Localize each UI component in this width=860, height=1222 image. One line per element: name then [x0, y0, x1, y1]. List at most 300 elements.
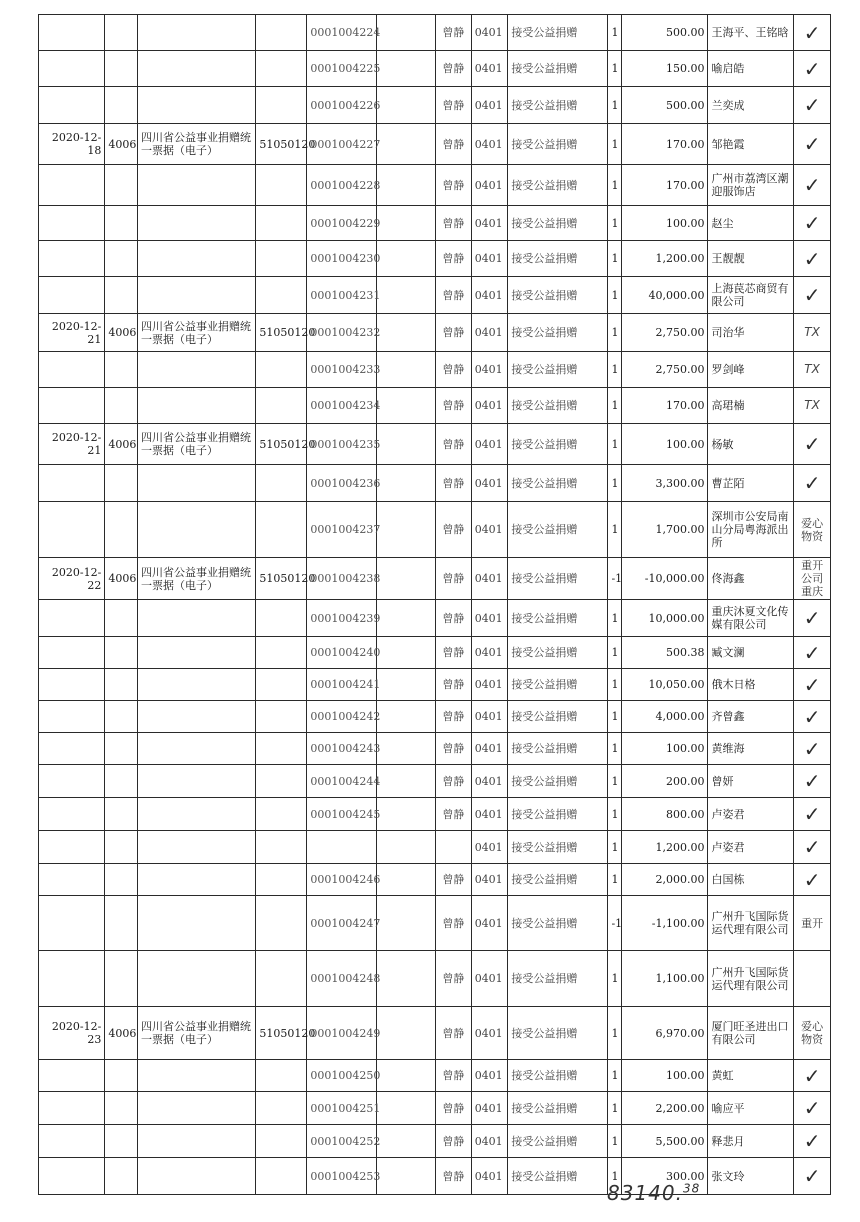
row-handler-cell [435, 277, 471, 314]
row-amount-cell [621, 424, 708, 465]
row-amount-cell [621, 352, 708, 388]
row-subject-code-cell [471, 733, 508, 765]
row-subject-code-cell [471, 951, 508, 1007]
row-blank-cell [376, 277, 435, 314]
row-blank-cell [376, 1158, 435, 1195]
row-item-cell [508, 277, 608, 314]
row-donor-cell [708, 51, 794, 87]
bill-text: 0001004245 [310, 807, 381, 821]
row-amount-cell [621, 701, 708, 733]
row-handler-cell [435, 798, 471, 831]
item-text: 接受公益捐赠 [511, 523, 578, 536]
item-text: 接受公益捐赠 [511, 572, 578, 585]
qty-text: 1 [611, 437, 619, 451]
row-code-cell [105, 1158, 138, 1195]
row-handler-cell [435, 206, 471, 241]
row-date-cell [39, 465, 105, 502]
row-org-code-cell [256, 864, 307, 896]
person-text: 曾静 [442, 1101, 465, 1115]
check-mark-icon: ✓ [803, 606, 821, 630]
row-audit-mark-cell [794, 1158, 831, 1195]
ledger-row [39, 502, 831, 558]
item-text: 接受公益捐赠 [511, 646, 578, 659]
row-amount-cell [621, 1092, 708, 1125]
amount-text: 6,970.00 [655, 1026, 705, 1040]
handwritten-note: 爱心物资 [801, 516, 824, 543]
qty-text: -1 [611, 572, 623, 585]
row-audit-mark-cell [794, 733, 831, 765]
qty-text: 1 [611, 399, 619, 412]
row-org-code-cell [256, 424, 316, 465]
date-text: 2020-12-23 [51, 1020, 102, 1046]
donor-text: 臧文澜 [711, 646, 745, 659]
row-blank-cell [376, 206, 435, 241]
row-item-cell [508, 1060, 608, 1092]
row-org-code-cell [256, 314, 316, 352]
row-item-cell [508, 388, 608, 424]
sub-text: 0401 [474, 476, 503, 490]
bill-text: 0001004234 [310, 399, 381, 412]
row-bill-number-cell [307, 165, 381, 206]
person-text: 曾静 [442, 646, 465, 659]
sub-text: 0401 [474, 62, 503, 75]
check-mark-icon: ✓ [803, 736, 821, 761]
row-org-code-cell [256, 600, 307, 637]
row-code-cell [105, 669, 138, 701]
row-subject-code-cell [471, 1158, 508, 1195]
sub-text: 0401 [474, 523, 503, 536]
item-text: 接受公益捐赠 [511, 399, 578, 412]
row-audit-mark-cell [794, 124, 831, 165]
item-text: 接受公益捐赠 [511, 62, 578, 75]
amount-text: -1,100.00 [651, 916, 705, 930]
qty-text: 1 [611, 873, 619, 886]
row-handler-cell [435, 864, 471, 896]
row-subject-code-cell [471, 51, 508, 87]
row-subject-code-cell [471, 701, 508, 733]
sub-text: 0401 [474, 873, 503, 886]
row-date-cell [39, 206, 105, 241]
sub-text: 0401 [474, 1026, 503, 1040]
row-blank-cell [376, 831, 435, 864]
row-blank-cell [376, 465, 435, 502]
row-quantity-cell [608, 864, 621, 896]
qty-text: 1 [611, 1026, 619, 1040]
row-code-cell [105, 51, 138, 87]
row-code-cell [105, 241, 138, 277]
row-donor-cell [708, 277, 794, 314]
row-bill-number-cell [307, 637, 381, 669]
sub-text: 0401 [474, 916, 503, 930]
bill-text: 0001004241 [310, 678, 381, 691]
row-blank-cell [376, 87, 435, 124]
row-item-cell [508, 502, 608, 558]
row-quantity-cell [608, 1060, 621, 1092]
row-subject-code-cell [471, 1007, 508, 1060]
handwritten-mark: TX [804, 325, 820, 339]
row-donor-cell [708, 1125, 794, 1158]
ledger-row [39, 896, 831, 951]
row-code-cell [105, 896, 138, 951]
row-date-cell [39, 502, 105, 558]
row-org-code-cell [256, 1158, 307, 1195]
person-text: 曾静 [442, 363, 465, 376]
donor-text: 佟海鑫 [711, 572, 745, 585]
donor-text: 齐曾鑫 [711, 710, 745, 723]
row-subject-code-cell [471, 165, 508, 206]
bill-text: 0001004235 [310, 437, 381, 451]
bill-text: 0001004247 [310, 916, 381, 930]
amount-text: 3,300.00 [655, 476, 705, 490]
row-bill-name-cell [137, 424, 255, 465]
row-blank-cell [376, 1125, 435, 1158]
bill-text: 0001004246 [310, 873, 381, 886]
amount-text: 2,750.00 [655, 326, 705, 339]
row-date-cell [39, 314, 105, 352]
row-date-cell [39, 1125, 105, 1158]
row-audit-mark-cell [794, 669, 831, 701]
row-quantity-cell [608, 1007, 621, 1060]
row-code-cell [105, 733, 138, 765]
check-mark-icon: ✓ [803, 672, 821, 697]
row-code-cell [105, 864, 138, 896]
ledger-row [39, 15, 831, 51]
row-bill-name-cell [137, 124, 255, 165]
row-handler-cell [435, 352, 471, 388]
bill-text: 0001004242 [310, 710, 381, 723]
row-org-code-cell [256, 951, 307, 1007]
row-handler-cell [435, 1007, 471, 1060]
person-text: 曾静 [442, 288, 465, 302]
row-blank-cell [376, 388, 435, 424]
name-text: 四川省公益事业捐赠统一票据（电子） [140, 319, 251, 346]
row-subject-code-cell [471, 241, 508, 277]
row-blank-cell [376, 798, 435, 831]
org-text: 51050120 [259, 1026, 316, 1040]
amount-text: 170.00 [665, 137, 705, 151]
row-donor-cell [708, 124, 794, 165]
row-amount-cell [621, 1125, 708, 1158]
row-bill-name-cell [137, 798, 255, 831]
row-bill-number-cell [307, 352, 381, 388]
row-blank-cell [376, 600, 435, 637]
amount-text: 300.00 [665, 1169, 705, 1183]
row-bill-number-cell [307, 502, 381, 558]
row-date-cell [39, 951, 105, 1007]
row-handler-cell [435, 465, 471, 502]
row-bill-name-cell [137, 558, 255, 600]
row-bill-name-cell [137, 864, 255, 896]
bill-text: 0001004250 [310, 1069, 381, 1082]
row-quantity-cell [608, 798, 621, 831]
person-text: 曾静 [442, 678, 465, 691]
row-blank-cell [376, 424, 435, 465]
row-donor-cell [708, 424, 794, 465]
row-org-code-cell [256, 277, 307, 314]
row-org-code-cell [256, 206, 307, 241]
row-audit-mark-cell [794, 424, 831, 465]
qty-text: 1 [611, 178, 619, 192]
item-text: 接受公益捐赠 [511, 216, 578, 230]
bill-text: 0001004248 [310, 972, 381, 985]
row-subject-code-cell [471, 465, 508, 502]
sub-text: 0401 [474, 437, 503, 451]
row-amount-cell [621, 87, 708, 124]
row-date-cell [39, 1060, 105, 1092]
check-mark-icon: ✓ [803, 246, 821, 271]
person-text: 曾静 [442, 972, 465, 985]
row-item-cell [508, 15, 608, 51]
row-bill-name-cell [137, 600, 255, 637]
total-cents: 38 [682, 1181, 701, 1196]
row-code-cell [105, 1092, 138, 1125]
row-date-cell [39, 241, 105, 277]
row-donor-cell [708, 798, 794, 831]
row-bill-number-cell [307, 798, 381, 831]
row-audit-mark-cell [794, 637, 831, 669]
ledger-row [39, 87, 831, 124]
row-quantity-cell [608, 206, 621, 241]
row-code-cell [105, 424, 138, 465]
row-donor-cell [708, 896, 794, 951]
row-amount-cell [621, 465, 708, 502]
check-mark-icon: ✓ [803, 1164, 821, 1188]
row-code-cell [105, 798, 138, 831]
item-text: 接受公益捐赠 [511, 1169, 578, 1183]
ledger-row [39, 733, 831, 765]
row-bill-name-cell [137, 206, 255, 241]
org-text: 51050120 [259, 326, 316, 339]
row-date-cell [39, 352, 105, 388]
ledger-row [39, 388, 831, 424]
row-bill-number-cell [307, 424, 381, 465]
donor-text: 曹芷陌 [711, 476, 745, 490]
row-subject-code-cell [471, 352, 508, 388]
qty-text: 1 [611, 1134, 619, 1148]
org-text: 51050120 [259, 137, 316, 151]
row-date-cell [39, 51, 105, 87]
qty-text: 1 [611, 774, 619, 788]
sub-text: 0401 [474, 216, 503, 230]
row-handler-cell [435, 831, 471, 864]
sub-text: 0401 [474, 98, 503, 112]
handwritten-mark: TX [804, 398, 820, 412]
row-handler-cell [435, 314, 471, 352]
row-item-cell [508, 206, 608, 241]
row-bill-name-cell [137, 765, 255, 798]
sub-text: 0401 [474, 1134, 503, 1148]
row-bill-name-cell [137, 1158, 255, 1195]
row-org-code-cell [256, 165, 307, 206]
row-bill-number-cell [307, 951, 381, 1007]
row-org-code-cell [256, 124, 316, 165]
bill-text: 0001004253 [310, 1169, 381, 1183]
row-donor-cell [708, 669, 794, 701]
row-item-cell [508, 951, 608, 1007]
name-text: 四川省公益事业捐赠统一票据（电子） [140, 565, 251, 592]
qty-text: 1 [611, 26, 619, 39]
donor-text: 黄维海 [711, 742, 745, 755]
row-amount-cell [621, 637, 708, 669]
row-item-cell [508, 669, 608, 701]
sub-text: 0401 [474, 137, 503, 151]
item-text: 接受公益捐赠 [511, 288, 578, 302]
row-bill-name-cell [137, 951, 255, 1007]
row-handler-cell [435, 388, 471, 424]
row-handler-cell [435, 1092, 471, 1125]
row-subject-code-cell [471, 314, 508, 352]
row-date-cell [39, 1007, 105, 1060]
sub-text: 0401 [474, 646, 503, 659]
item-text: 接受公益捐赠 [511, 1101, 578, 1115]
code-text: 4006 [108, 437, 137, 451]
amount-text: 1,200.00 [655, 252, 705, 265]
row-bill-number-cell [307, 669, 381, 701]
ledger-row [39, 637, 831, 669]
ledger-row [39, 1092, 831, 1125]
row-bill-name-cell [137, 1007, 255, 1060]
amount-text: 5,500.00 [655, 1134, 705, 1148]
row-bill-number-cell [307, 1060, 381, 1092]
row-code-cell [105, 1125, 138, 1158]
person-text: 曾静 [442, 1134, 465, 1148]
person-text: 曾静 [442, 1069, 465, 1082]
bill-text: 0001004227 [310, 137, 381, 151]
row-subject-code-cell [471, 1125, 508, 1158]
item-text: 接受公益捐赠 [511, 742, 578, 755]
row-blank-cell [376, 733, 435, 765]
row-org-code-cell [256, 1007, 316, 1060]
row-audit-mark-cell [794, 314, 831, 352]
row-handler-cell [435, 165, 471, 206]
check-mark-icon: ✓ [803, 93, 821, 117]
row-amount-cell [621, 502, 708, 558]
row-org-code-cell [256, 352, 307, 388]
ledger-row [39, 206, 831, 241]
row-org-code-cell [256, 637, 307, 669]
check-mark-icon: ✓ [803, 640, 821, 665]
donation-ledger-table [38, 14, 831, 1195]
row-item-cell [508, 1007, 608, 1060]
item-text: 接受公益捐赠 [511, 774, 578, 788]
person-text: 曾静 [442, 399, 465, 412]
person-text: 曾静 [442, 216, 465, 230]
donor-text: 邹艳霞 [711, 137, 745, 151]
person-text: 曾静 [442, 742, 465, 755]
row-bill-name-cell [137, 502, 255, 558]
row-quantity-cell [608, 637, 621, 669]
row-blank-cell [376, 241, 435, 277]
date-text: 2020-12-21 [51, 431, 102, 457]
row-bill-number-cell [307, 465, 381, 502]
item-text: 接受公益捐赠 [511, 1069, 578, 1082]
row-audit-mark-cell [794, 864, 831, 896]
qty-text: 1 [611, 288, 619, 302]
row-code-cell [105, 1007, 138, 1060]
handwritten-note: 爱心物资 [801, 1020, 824, 1046]
row-handler-cell [435, 1125, 471, 1158]
ledger-row [39, 765, 831, 798]
handwritten-total [607, 1181, 700, 1205]
row-handler-cell [435, 701, 471, 733]
row-code-cell [105, 15, 138, 51]
row-audit-mark-cell [794, 51, 831, 87]
row-handler-cell [435, 637, 471, 669]
row-quantity-cell [608, 51, 621, 87]
row-date-cell [39, 277, 105, 314]
row-handler-cell [435, 51, 471, 87]
row-item-cell [508, 896, 608, 951]
row-quantity-cell [608, 314, 621, 352]
sub-text: 0401 [474, 252, 503, 265]
qty-text: 1 [611, 62, 619, 75]
row-date-cell [39, 637, 105, 669]
row-audit-mark-cell [794, 1060, 831, 1092]
row-quantity-cell [608, 701, 621, 733]
ledger-row [39, 864, 831, 896]
row-bill-number-cell [307, 124, 381, 165]
person-text: 曾静 [442, 252, 465, 265]
row-audit-mark-cell [794, 600, 831, 637]
donor-text: 俄木日格 [711, 678, 756, 691]
donor-text: 黄虹 [711, 1069, 734, 1082]
row-blank-cell [376, 864, 435, 896]
row-subject-code-cell [471, 558, 508, 600]
qty-text: 1 [611, 840, 619, 854]
sub-text: 0401 [474, 572, 503, 585]
row-audit-mark-cell [794, 241, 831, 277]
row-bill-name-cell [137, 87, 255, 124]
bill-text: 0001004237 [310, 523, 381, 536]
check-mark-icon: ✓ [803, 704, 821, 729]
row-handler-cell [435, 87, 471, 124]
check-mark-icon: ✓ [803, 211, 821, 235]
qty-text: 1 [611, 363, 619, 376]
row-amount-cell [621, 277, 708, 314]
row-bill-name-cell [137, 701, 255, 733]
row-donor-cell [708, 1007, 794, 1060]
item-text: 接受公益捐赠 [511, 98, 578, 112]
ledger-row [39, 669, 831, 701]
row-quantity-cell [608, 424, 621, 465]
check-mark-icon: ✓ [803, 802, 821, 826]
row-audit-mark-cell [794, 15, 831, 51]
donor-text: 高珺楠 [711, 399, 745, 412]
check-mark-icon: ✓ [803, 1129, 821, 1153]
row-subject-code-cell [471, 637, 508, 669]
row-bill-number-cell [307, 51, 381, 87]
row-subject-code-cell [471, 15, 508, 51]
sub-text: 0401 [474, 678, 503, 691]
row-audit-mark-cell [794, 558, 831, 600]
amount-text: 500.38 [665, 646, 705, 659]
amount-text: 500.00 [665, 26, 705, 39]
row-bill-number-cell [307, 765, 381, 798]
ledger-row [39, 165, 831, 206]
item-text: 接受公益捐赠 [511, 1026, 578, 1040]
amount-text: 200.00 [665, 774, 705, 788]
row-bill-name-cell [137, 465, 255, 502]
row-blank-cell [376, 951, 435, 1007]
row-bill-name-cell [137, 314, 255, 352]
row-donor-cell [708, 1092, 794, 1125]
check-mark-icon: ✓ [803, 471, 821, 495]
sub-text: 0401 [474, 710, 503, 723]
row-amount-cell [621, 558, 708, 600]
qty-text: 1 [611, 678, 619, 691]
person-text: 曾静 [442, 710, 465, 723]
row-bill-number-cell [307, 600, 381, 637]
